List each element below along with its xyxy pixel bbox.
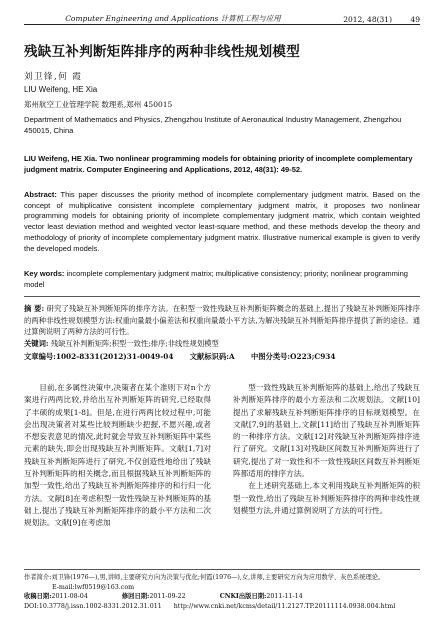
keywords-label: Key words:: [24, 269, 65, 278]
abstract-cn-label: 摘 要:: [24, 304, 45, 313]
keywords-cn-text: 残缺互补判断矩阵;积型一致性;排序;非线性规划模型: [50, 339, 219, 348]
abstract-english: [24, 190, 420, 254]
author-email: E-mail:lwf0519@163.com: [52, 583, 135, 591]
body-paragraph: 型一致性残缺互补判断矩阵的基础上,给出了残缺互补判断矩阵排序的最小方差法和二次规划法。文献[10]提出了求解残缺互补判断矩阵排序的目标规划模型。在文献[7,9]的基础上,文献[11]给出了残缺互补判断矩阵的一种排序方法。文献[12]对残缺互补判断矩阵排序进行了研究。文献[13]对残缺区间数互补判断矩阵进行了研究,提出了对一致性和不一致性残缺区间数互补判断矩阵都适用的排序方法。: [233, 383, 420, 479]
abstract-cn-text: 研究了残缺互补判断矩阵的排序方法。在积型一致性残缺互补判断矩阵概念的基础上,提出了残缺互补判断矩阵排序的两种非线性规划模型方法:权重向量最小偏差法和权重向量最小平方法,为解决残缺互补判断矩阵排序提供了新的途径。通过算例说明了两种方法的可行性。: [24, 304, 420, 336]
affiliation-english: Department of Mathematics and Physics, Zhengzhou Institute of Aeronautical Industry Management, Zhengzhou 450015, China: [24, 115, 402, 135]
paper-title: 残缺互补判断矩阵排序的两种非线性规划模型: [24, 44, 300, 60]
author-bio: 作者简介:刘卫锋(1976—),男,讲师,主要研究方向为决策与优化;何霞(1976—),女,讲师,主要研究方向为应用数学、灰色系统理论。: [24, 574, 385, 581]
running-header: [24, 8, 420, 25]
article-number: 文章编号:1002-8331(2012)31-0049-04: [24, 352, 174, 361]
classification-number: 中图分类号:O223;C934: [250, 352, 336, 361]
abstract-text: This paper discusses the priority method of incomplete complementary judgment matrix. Based on the concept of multiplicative consistent incomplete complementary judgment matrix, it proposes two nonlinear programming models for obtaining priority of incomplete complementary judgment matrix, which contain weighted vector least deviation method and weighted vector least-square method, and these methods develop the theory and methodology of priority of incomplete complementary judgment matrix. Illustrative numerical example is given to verify the developed models.: [24, 190, 421, 253]
footnotes: [24, 569, 420, 611]
article-meta: [24, 352, 420, 362]
issue-info: 2012, 48(31): [343, 15, 392, 24]
journal-name: Computer Engineering and Applications 计算机工程与应用: [65, 14, 281, 23]
body-column-right: [233, 382, 420, 517]
keywords-text: incomplete complementary judgment matrix; multiplicative consistency; priority; nonlinear programming model: [24, 269, 408, 289]
document-code: 文献标识码:A: [189, 352, 235, 361]
body-paragraph: 目前,在多属性决策中,决策者在某个准则下对n个方案进行两两比较,并给出互补判断矩阵的研究,已经取得了丰硕的成果[1-8]。但是,在进行两两比较过程中,可能会出现决策者对某些比较判断缺少把握,不愿兴趣,或者不想妄表意见的情况,此时就会导致互补判断矩阵中某些元素的缺失,即会出现残缺互补判断矩阵。文献[1,7]对残缺互补判断矩阵进行了研究,不仅创造性地给出了残缺互补判断矩阵的相关概念,而且根据残缺互补判断矩阵的加型一致性,给出了残缺互补判断矩阵排序的和行归一化方法。文献[8]在考虑积型一致性残缺互补判断矩阵的基础上,提出了残缺互补判断矩阵排序的最小平方法和二次规划法。文献[9]在考虑加: [24, 383, 211, 528]
keywords-chinese: [24, 339, 420, 349]
citation: LIU Weifeng, HE Xia. Two nonlinear programming models for obtaining priority of incomplete complementary judgment matrix. Computer Engineering and Applications, 2012, 48(31): 49-52.: [24, 154, 413, 174]
authors-english: LIU Weifeng, HE Xia: [24, 85, 98, 94]
affiliation-chinese: 郑州航空工业管理学院 数理系,郑州 450015: [24, 100, 173, 109]
page-number: 49: [410, 15, 420, 24]
doi-line: [24, 602, 420, 612]
doi: DOI:10.3778/j.issn.1002-8331.2012.31.011: [24, 602, 162, 610]
abstract-label: Abstract:: [24, 190, 57, 199]
body-column-left: [24, 382, 211, 530]
keywords-english: [24, 269, 420, 290]
online-url: http://www.cnki.net/kcms/detail/11.2127.TP.20111114.0938.004.html: [173, 602, 396, 610]
section-divider: [24, 296, 420, 297]
body-paragraph: 在上述研究基础上,本文利用残缺互补判断矩阵的积型一致性,给出了残缺互补判断矩阵排序的两种非线性规划模型方法,并通过算例说明了方法的可行性。: [233, 481, 420, 515]
article-dates: 收稿日期:2011-08-04 修回日期:2011-09-22 CNKI出版日期:2011-11-14: [24, 593, 303, 601]
abstract-chinese: [24, 303, 420, 338]
authors-chinese: 刘卫锋,何 霞: [24, 72, 83, 82]
keywords-cn-label: 关键词:: [24, 339, 49, 348]
